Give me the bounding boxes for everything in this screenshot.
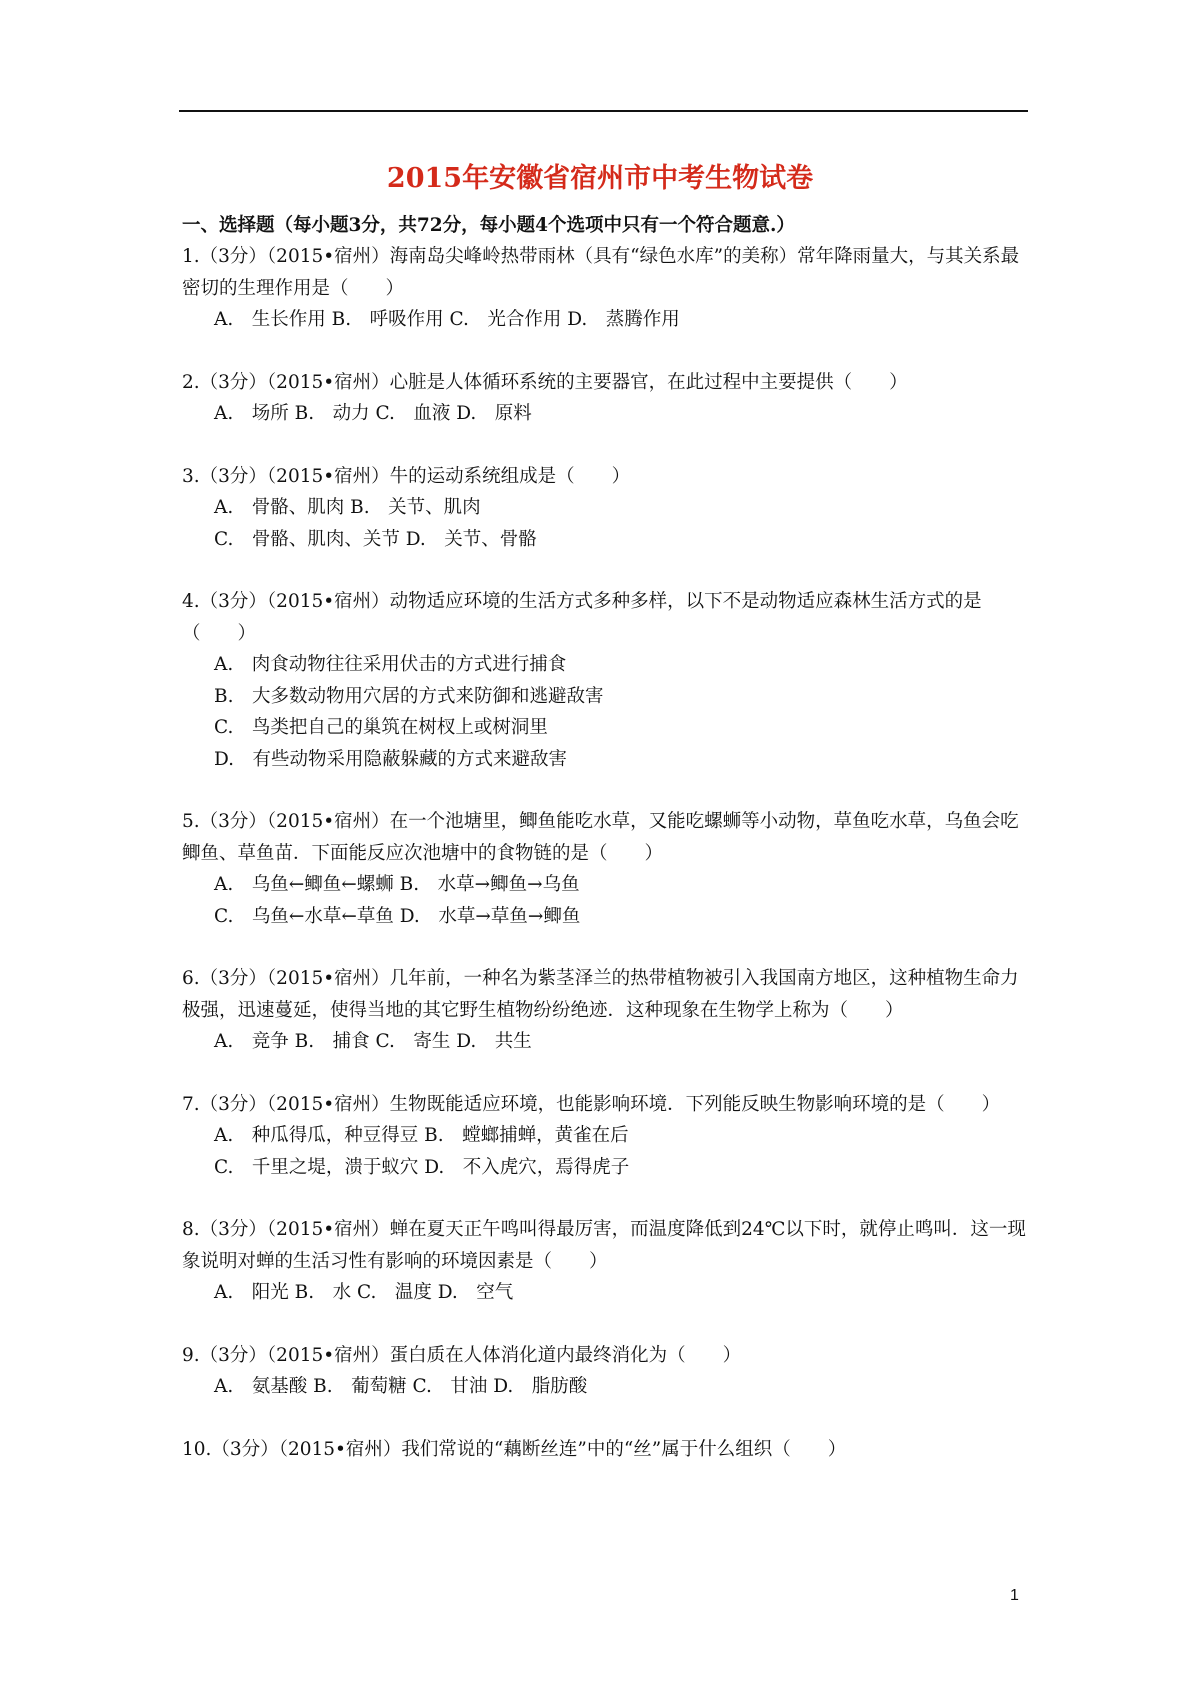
option-line: C. 鸟类把自己的巢筑在树杈上或树洞里 <box>214 717 548 738</box>
option-line: A. 场所 B. 动力 C. 血液 D. 原料 <box>214 403 532 424</box>
question-stem: 8.（3分）（2015•宿州）蝉在夏天正午鸣叫得最厉害，而温度降低到24℃以下时，就停止鸣叫．这一现象说明对蝉的生活习性有影响的环境因素是（ ） <box>182 1219 1026 1272</box>
question-stem: 3.（3分）（2015•宿州）牛的运动系统组成是（ ） <box>182 465 631 487</box>
question-stem: 6.（3分）（2015•宿州）几年前，一种名为紫茎泽兰的热带植物被引入我国南方地区，这种植物生命力极强，迅速蔓延，使得当地的其它野生植物纷纷绝迹．这种现象在生物学上称为（ ） <box>182 968 1019 1021</box>
question-stem: 2.（3分）（2015•宿州）心脏是人体循环系统的主要器官，在此过程中主要提供（ ） <box>182 371 908 393</box>
question-3 <box>182 461 1028 556</box>
question-options <box>182 1371 1028 1403</box>
question-stem: 5.（3分）（2015•宿州）在一个池塘里，鲫鱼能吃水草，又能吃螺蛳等小动物，草鱼吃水草，乌鱼会吃鲫鱼、草鱼苗．下面能反应次池塘中的食物链的是（ ） <box>182 811 1019 864</box>
question-options <box>182 869 1028 932</box>
question-stem: 7.（3分）（2015•宿州）生物既能适应环境，也能影响环境．下列能反映生物影响环境的是（ ） <box>182 1093 1001 1115</box>
question-8 <box>182 1214 1028 1309</box>
question-options <box>182 492 1028 555</box>
page-title: 2015年安徽省宿州市中考生物试卷 <box>386 163 814 194</box>
question-stem: 4.（3分）（2015•宿州）动物适应环境的生活方式多种多样，以下不是动物适应森林生活方式的是（ ） <box>182 591 982 644</box>
question-2 <box>182 367 1028 430</box>
question-options <box>182 1120 1028 1183</box>
question-6 <box>182 963 1028 1058</box>
question-stem: 10.（3分）（2015•宿州）我们常说的“藕断丝连”中的“丝”属于什么组织（ ） <box>182 1438 847 1460</box>
option-line: A. 骨骼、肌肉 B. 关节、肌肉 <box>214 497 481 518</box>
question-1 <box>182 241 1028 336</box>
section-heading: 一、选择题（每小题3分，共72分，每小题4个选项中只有一个符合题意.） <box>182 215 795 236</box>
question-4 <box>182 586 1028 775</box>
question-options <box>182 1026 1028 1058</box>
option-line: A. 阳光 B. 水 C. 温度 D. 空气 <box>214 1282 514 1303</box>
question-stem: 1.（3分）（2015•宿州）海南岛尖峰岭热带雨林（具有“绿色水库”的美称）常年降雨量大，与其关系最密切的生理作用是（ ） <box>182 246 1020 299</box>
option-line: A. 肉食动物往往采用伏击的方式进行捕食 <box>214 654 567 675</box>
option-line: D. 有些动物采用隐蔽躲藏的方式来避敌害 <box>214 748 568 770</box>
questions-container <box>182 241 1028 1465</box>
option-line: A. 乌鱼←鲫鱼←螺蛳 B. 水草→鲫鱼→乌鱼 <box>214 874 580 895</box>
option-line: A. 种瓜得瓜，种豆得豆 B. 螳螂捕蝉，黄雀在后 <box>214 1125 629 1146</box>
question-7 <box>182 1089 1028 1184</box>
question-options <box>182 1277 1028 1309</box>
question-list <box>182 210 1028 1496</box>
question-9 <box>182 1340 1028 1403</box>
question-5 <box>182 806 1028 932</box>
question-options <box>182 304 1028 336</box>
question-stem: 9.（3分）（2015•宿州）蛋白质在人体消化道内最终消化为（ ） <box>182 1344 742 1366</box>
option-line: B. 大多数动物用穴居的方式来防御和逃避敌害 <box>214 685 604 707</box>
option-line: A. 氨基酸 B. 葡萄糖 C. 甘油 D. 脂肪酸 <box>214 1376 588 1397</box>
question-options <box>182 398 1028 430</box>
question-10 <box>182 1434 1028 1466</box>
header-rule <box>179 110 1028 112</box>
option-line: A. 竞争 B. 捕食 C. 寄生 D. 共生 <box>214 1031 532 1052</box>
option-line: C. 千里之堤，溃于蚁穴 D. 不入虎穴，焉得虎子 <box>214 1156 630 1178</box>
option-line: A. 生长作用 B. 呼吸作用 C. 光合作用 D. 蒸腾作用 <box>214 309 680 330</box>
option-line: C. 骨骼、肌肉、关节 D. 关节、骨骼 <box>214 528 537 550</box>
page-number: 1 <box>1010 1587 1019 1604</box>
question-options <box>182 649 1028 775</box>
option-line: C. 乌鱼←水草←草鱼 D. 水草→草鱼→鲫鱼 <box>214 905 581 927</box>
